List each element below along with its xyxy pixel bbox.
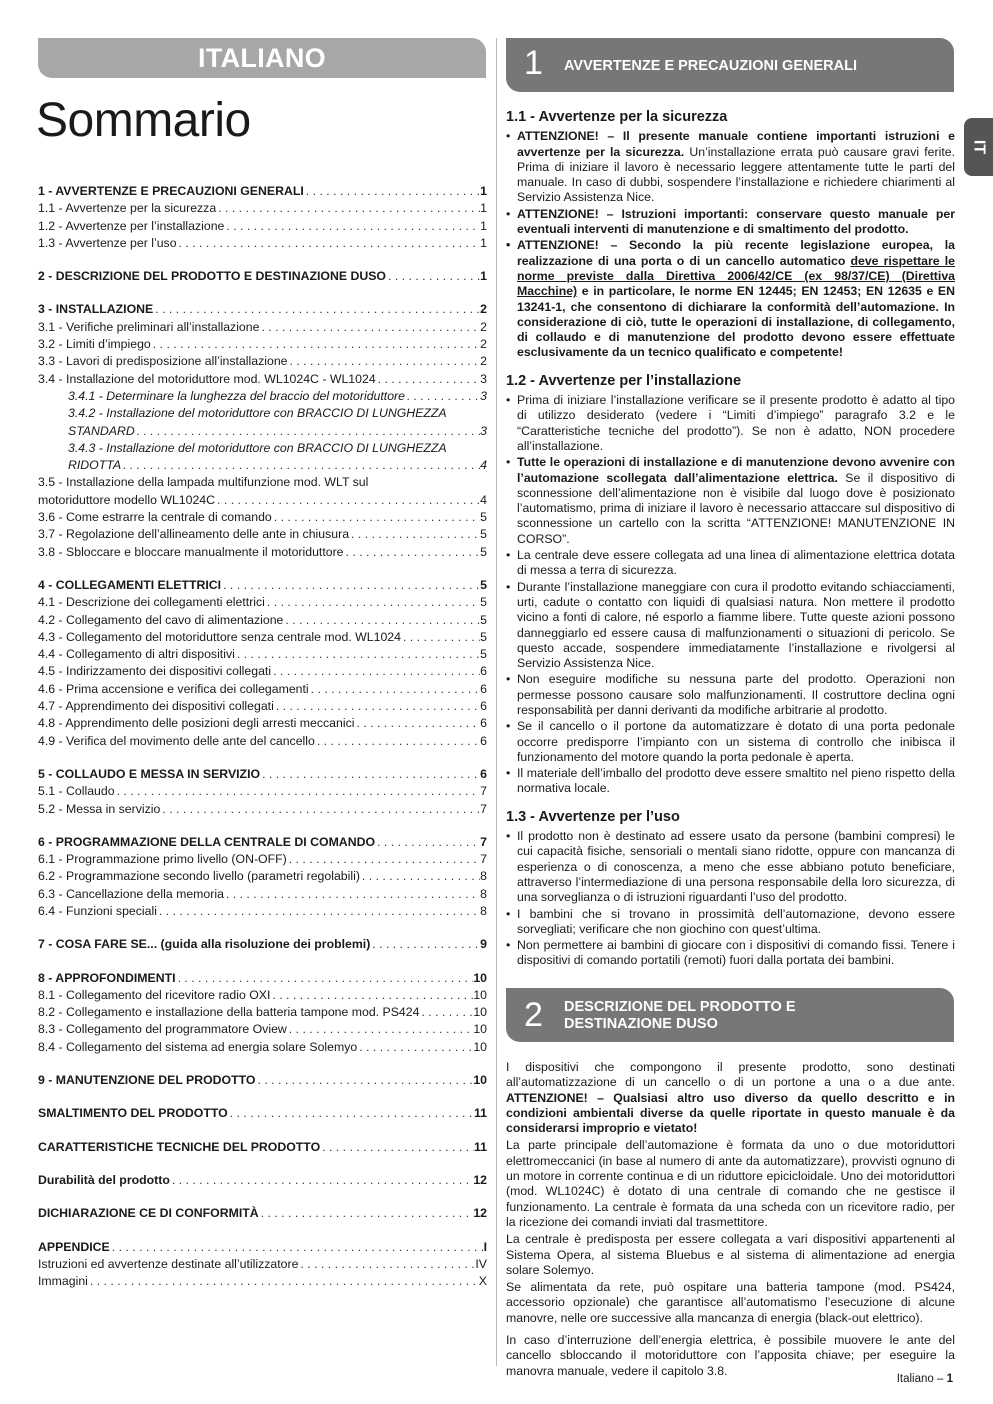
page-footer: Italiano – 1 bbox=[896, 1373, 953, 1385]
toc-entry[interactable]: 3.2 - Limiti d’impiego . . . 2 bbox=[38, 336, 487, 353]
toc-page-number: X bbox=[478, 1274, 487, 1289]
toc-page-number: 7 bbox=[480, 834, 487, 849]
toc-entry[interactable]: 4.7 - Apprendimento dei dispositivi collegati . . . 6 bbox=[38, 698, 487, 715]
toc-page-number: 1 bbox=[480, 235, 487, 250]
toc-page-number: 9 bbox=[480, 937, 487, 952]
toc-page-number: 10 bbox=[473, 1073, 487, 1088]
subsection-1-1-title: 1.1 - Avvertenze per la sicurezza bbox=[506, 109, 728, 125]
language-banner: ITALIANO bbox=[38, 38, 486, 78]
section-2-header bbox=[506, 988, 954, 1042]
section-title: AVVERTENZE E PRECAUZIONI GENERALI bbox=[564, 58, 857, 74]
toc-entry[interactable]: 4.8 - Apprendimento delle posizioni degli arresti meccanici . . . 6 bbox=[38, 715, 487, 732]
toc-entry[interactable]: 2 - DESCRIZIONE DEL PRODOTTO E DESTINAZIONE DUSO . . . 1 bbox=[38, 268, 487, 285]
toc-entry[interactable]: 1.3 - Avvertenze per l’uso . . . 1 bbox=[38, 235, 487, 252]
toc-entry[interactable]: CARATTERISTICHE TECNICHE DEL PRODOTTO . . . 11 bbox=[38, 1139, 487, 1156]
toc-entry[interactable]: 4.5 - Indirizzamento dei dispositivi collegati . . . 6 bbox=[38, 663, 487, 680]
toc-entry[interactable]: 6.2 - Programmazione secondo livello (parametri regolabili) . . . 8 bbox=[38, 868, 487, 885]
section-title-line-2: DESTINAZIONE DUSO bbox=[564, 1016, 718, 1032]
toc-entry[interactable]: Immagini . . . X bbox=[38, 1273, 487, 1290]
list-item: • ATTENZIONE! – Secondo la più recente legislazione europea, la realizzazione di una porta o di un cancello automatico deve rispettare le norme previste dalla Direttiva 2006/42/CE (ex 98/37/CE) (Direttiva Macchine) e in particolare, le norme EN 12445; EN 12453; EN 12635 e EN 13241-1, che consentono di dichiarare la conformità dell’automazione. In considerazione di ciò, tutte le operazioni di installazione, di collegamento, di collaudo e di manutenzione del prodotto devono essere effettuate esclusivamente da un tecnico qualificato e competente! bbox=[506, 238, 955, 360]
toc-page-number: 6 bbox=[480, 681, 487, 696]
toc-page-number: I bbox=[483, 1239, 487, 1254]
toc-page-number: 1 bbox=[480, 201, 487, 216]
toc-entry[interactable]: 3 - INSTALLAZIONE . . . 2 bbox=[38, 301, 487, 318]
toc-entry[interactable]: 4.2 - Collegamento del cavo di alimentazione . . . 5 bbox=[38, 612, 487, 629]
toc-entry[interactable]: 4.4 - Collegamento di altri dispositivi . . . 5 bbox=[38, 646, 487, 663]
toc-entry[interactable]: 3.4.2 - Installazione del motoriduttore con BRACCIO DI LUNGHEZZA bbox=[68, 406, 447, 421]
toc-entry[interactable]: 4.3 - Collegamento del motoriduttore senza centrale mod. WL1024 . . . 5 bbox=[38, 629, 487, 646]
section-title-line-1: DESCRIZIONE DEL PRODOTTO E bbox=[564, 999, 796, 1015]
list-item: • Non permettere ai bambini di giocare con i dispositivi di comando fissi. Tenere i dispositivi di comando portatili (remoti) fuori dalla portata dei bambini. bbox=[506, 938, 955, 969]
toc-page-number: 10 bbox=[473, 970, 487, 985]
paragraph: La centrale è predisposta per essere collegata a vari dispositivi appartenenti al Sistema Opera, al sistema Bluebus e al sistema di alimentazione ad energia solare Solemyo. bbox=[506, 1232, 955, 1277]
toc-page-number: 5 bbox=[480, 527, 487, 542]
toc-page-number: 2 bbox=[480, 302, 487, 317]
toc-entry[interactable]: 5.2 - Messa in servizio . . . 7 bbox=[38, 801, 487, 818]
toc-page-number: 5 bbox=[480, 629, 487, 644]
section-1-header bbox=[506, 38, 954, 92]
list-item: • Prima di iniziare l’installazione verificare se il presente prodotto è adatto al tipo di utilizzo desiderato (vedere i “Limiti d’impiego” paragrafo 3.2 e le “Caratteristiche tecniche del prodotto”). Se non è adatto, NON procedere all’installazione. bbox=[506, 393, 955, 454]
section-2-body bbox=[506, 1060, 955, 1381]
toc-entry[interactable]: 3.1 - Verifiche preliminari all’installazione . . . 2 bbox=[38, 319, 487, 336]
toc-page-number: 6 bbox=[480, 664, 487, 679]
toc-entry[interactable]: 4.6 - Prima accensione e verifica dei collegamenti . . . 6 bbox=[38, 681, 487, 698]
toc-page-number: 8 bbox=[480, 886, 487, 901]
toc-page-number: 2 bbox=[480, 319, 487, 334]
toc-entry[interactable]: 3.8 - Sbloccare e bloccare manualmente il motoriduttore . . . 5 bbox=[38, 544, 487, 561]
toc-page-number: 8 bbox=[480, 869, 487, 884]
toc-entry[interactable]: 4 - COLLEGAMENTI ELETTRICI . . . 5 bbox=[38, 577, 487, 594]
toc-page-number: 5 bbox=[480, 612, 487, 627]
list-item: • ATTENZIONE! – Il presente manuale contiene importanti istruzioni e avvertenze per la sicurezza. Un’installazione errata può causare gravi ferite. Prima di iniziare il lavoro è necessario leggere attentamente tutte le parti del manuale. In caso di dubbi, sospendere l’installazione e richiedere chiarimenti al Servizio Assistenza Nice. bbox=[506, 129, 955, 205]
list-item: • Non eseguire modifiche su nessuna parte del prodotto. Operazioni non permesse possono causare solo malfunzionamenti. Il costruttore declina ogni responsabilità per danni derivanti da modifiche arbitrarie al prodotto. bbox=[506, 672, 955, 718]
toc-page-number: 3 bbox=[480, 371, 487, 386]
toc-entry[interactable]: 3.6 - Come estrarre la centrale di comando . . . 5 bbox=[38, 509, 487, 526]
list-item: • ATTENZIONE! – Istruzioni importanti: conservare questo manuale per eventuali interventi di manutenzione e di smaltimento del prodotto. bbox=[506, 207, 955, 238]
toc-entry[interactable]: 4.9 - Verifica del movimento delle ante del cancello . . . 6 bbox=[38, 733, 487, 750]
toc-page-number: 1 bbox=[480, 218, 487, 233]
table-of-contents bbox=[38, 183, 487, 1290]
toc-entry[interactable]: SMALTIMENTO DEL PRODOTTO . . . 11 bbox=[38, 1105, 487, 1122]
list-item: • Durante l’installazione maneggiare con cura il prodotto evitando schiacciamenti, urti, cadute o contatto con liquidi di qualsiasi natura. Non mettere il prodotto vicino a fonti di calore, né esporlo a fiamme libere. Tutte queste azioni possono danneggiarlo ed essere causa di malfunzionamenti o situazioni di pericolo. Se questo accade, sospendere immediatamente l’installazione e rivolgersi al Servizio Assistenza Nice. bbox=[506, 580, 955, 672]
toc-entry[interactable]: 3.4.3 - Installazione del motoriduttore con BRACCIO DI LUNGHEZZA bbox=[68, 440, 447, 455]
list-item: • Se il cancello o il portone da automatizzare è dotato di una porta pedonale occorre predisporre l’impianto con un sistema di controllo che inibisca il funzionamento del motore quando la porta pedonale è aperta. bbox=[506, 719, 955, 765]
toc-page-number: 10 bbox=[473, 1022, 487, 1037]
toc-page-number: 5 bbox=[480, 595, 487, 610]
toc-page-number: 6 bbox=[480, 733, 487, 748]
toc-page-number: 5 bbox=[480, 577, 487, 592]
toc-page-number: 1 bbox=[480, 184, 487, 198]
toc-entry[interactable]: Istruzioni ed avvertenze destinate all’utilizzatore . . . IV bbox=[38, 1256, 487, 1273]
page-number: 1 bbox=[946, 1373, 953, 1385]
toc-entry[interactable]: Durabilità del prodotto . . . 12 bbox=[38, 1172, 487, 1189]
toc-entry[interactable]: 3.5 - Installazione della lampada multifunzione mod. WLT sul bbox=[38, 475, 369, 490]
toc-entry[interactable]: 1.1 - Avvertenze per la sicurezza . . . 1 bbox=[38, 200, 487, 217]
toc-entry[interactable]: 7 - COSA FARE SE... (guida alla risoluzione dei problemi) . . . 9 bbox=[38, 936, 487, 953]
toc-entry[interactable]: 5 - COLLAUDO E MESSA IN SERVIZIO . . . 6 bbox=[38, 766, 487, 783]
toc-entry[interactable]: 6.4 - Funzioni speciali . . . 8 bbox=[38, 903, 487, 920]
column-divider bbox=[496, 38, 497, 1366]
toc-entry[interactable]: 3.4.1 - Determinare la lunghezza del braccio del motoriduttore . . . 3 bbox=[38, 388, 487, 405]
toc-entry[interactable]: 6.1 - Programmazione primo livello (ON-OFF) . . . 7 bbox=[38, 851, 487, 868]
page-title: Sommario bbox=[36, 94, 251, 147]
toc-page-number: 1 bbox=[480, 269, 487, 284]
toc-entry[interactable]: RIDOTTA . . . 4 bbox=[38, 457, 487, 474]
toc-page-number: 10 bbox=[473, 1039, 487, 1054]
toc-entry[interactable]: 6 - PROGRAMMAZIONE DELLA CENTRALE DI COMANDO . . . 7 bbox=[38, 834, 487, 851]
toc-page-number: 7 bbox=[480, 852, 487, 867]
toc-page-number: 6 bbox=[480, 716, 487, 731]
toc-page-number: 6 bbox=[480, 766, 487, 781]
toc-entry[interactable]: 8.4 - Collegamento del sistema ad energia solare Solemyo . . . 10 bbox=[38, 1039, 487, 1056]
toc-page-number: IV bbox=[475, 1256, 487, 1271]
toc-entry[interactable]: 8.2 - Collegamento e installazione della batteria tampone mod. PS424 . . . 10 bbox=[38, 1004, 487, 1021]
toc-page-number: 10 bbox=[473, 1005, 487, 1020]
toc-page-number: 4 bbox=[480, 458, 487, 473]
toc-page-number: 3 bbox=[480, 388, 487, 403]
list-item: • Il prodotto non è destinato ad essere usato da persone (bambini compresi) le cui capacità fisiche, sensoriali o mentali siano ridotte, oppure con mancanza di esperienza o di conoscenza, a meno che esse abbiano potuto beneficiare, attraverso l’intermediazione di una persona responsabile della loro sicurezza, di una sorveglianza o di istruzioni riguardanti l’uso del prodotto. bbox=[506, 829, 955, 905]
paragraph: I dispositivi che compongono il presente prodotto, sono destinati all’automatizzazione di un cancello o di un portone a una o a due ante. ATTENZIONE! – Qualsiasi altro uso diverso da quello descritto e in condizioni ambientali diverse da quelle riportate in questo manuale è da considerarsi improprio e vietato! bbox=[506, 1060, 955, 1136]
toc-entry[interactable]: 1 - AVVERTENZE E PRECAUZIONI GENERALI . . . 1 bbox=[38, 183, 487, 200]
toc-entry[interactable]: 8 - APPROFONDIMENTI . . . 10 bbox=[38, 970, 487, 987]
toc-page-number: 11 bbox=[474, 1106, 487, 1121]
toc-entry[interactable]: 3.7 - Regolazione dell’allineamento delle ante in chiusura . . . 5 bbox=[38, 526, 487, 543]
toc-page-number: 4 bbox=[480, 492, 487, 507]
list-item: • I bambini che si trovano in prossimità dell’automazione, devono essere sorvegliati; verificare che non giochino con quest’ultima. bbox=[506, 907, 955, 938]
toc-entry[interactable]: 9 - MANUTENZIONE DEL PRODOTTO . . . 10 bbox=[38, 1072, 487, 1089]
list-item: • Tutte le operazioni di installazione e di manutenzione devono avvenire con l’automazione scollegata dall’alimentazione elettrica. Se il dispositivo di sconnessione dell’alimentazione non è visibile dal luogo dove è posizionato l’automatismo, prima di iniziare il lavoro è necessario attaccare sul dispositivo di sconnessione un cartello con la scritta “ATTENZIONE! MANUTENZIONE IN CORSO”. bbox=[506, 455, 955, 547]
toc-entry[interactable]: STANDARD . . . 3 bbox=[38, 423, 487, 440]
paragraph: In caso d’interruzione dell’energia elettrica, è possibile muovere le ante del cancello sbloccando il motoriduttore con l’apposita chiave; per eseguire la manovra manuale, vedere il capitolo 3.8. bbox=[506, 1333, 955, 1378]
toc-page-number: 7 bbox=[480, 784, 487, 799]
subsection-1-2-title: 1.2 - Avvertenze per l’installazione bbox=[506, 372, 742, 389]
toc-page-number: 12 bbox=[473, 1172, 487, 1187]
toc-page-number: 10 bbox=[473, 987, 487, 1002]
toc-page-number: 3 bbox=[480, 423, 487, 438]
toc-entry[interactable]: 6.3 - Cancellazione della memoria . . . 8 bbox=[38, 886, 487, 903]
subsection-1-3-title: 1.3 - Avvertenze per l’uso bbox=[506, 808, 680, 825]
toc-page-number: 12 bbox=[473, 1206, 487, 1221]
toc-entry[interactable]: 1.2 - Avvertenze per l’installazione . . . 1 bbox=[38, 218, 487, 235]
toc-entry[interactable]: 8.1 - Collegamento del ricevitore radio OXI . . . 10 bbox=[38, 987, 487, 1004]
toc-entry[interactable]: 5.1 - Collaudo . . . 7 bbox=[38, 783, 487, 800]
toc-entry[interactable]: 3.4 - Installazione del motoriduttore mod. WL1024C - WL1024 . . . 3 bbox=[38, 371, 487, 388]
list-item: • Il materiale dell’imballo del prodotto deve essere smaltito nel pieno rispetto della normativa locale. bbox=[506, 766, 955, 797]
toc-entry[interactable]: APPENDICE . . . I bbox=[38, 1239, 487, 1256]
toc-entry[interactable]: 8.3 - Collegamento del programmatore Oview . . . 10 bbox=[38, 1021, 487, 1038]
toc-page-number: 5 bbox=[480, 647, 487, 662]
toc-page-number: 5 bbox=[480, 510, 487, 525]
toc-entry[interactable]: 4.1 - Descrizione dei collegamenti elettrici . . . 5 bbox=[38, 594, 487, 611]
toc-entry[interactable]: 3.3 - Lavori di predisposizione all’installazione . . . 2 bbox=[38, 353, 487, 370]
toc-entry[interactable]: DICHIARAZIONE CE DI CONFORMITÀ . . . 12 bbox=[38, 1205, 487, 1222]
toc-page-number: 8 bbox=[480, 903, 487, 918]
toc-page-number: 6 bbox=[480, 699, 487, 714]
list-item: • La centrale deve essere collegata ad una linea di alimentazione elettrica dotata di messa a terra di sicurezza. bbox=[506, 548, 955, 579]
language-tab: IT bbox=[964, 118, 993, 176]
section-number: 2 bbox=[524, 996, 543, 1034]
toc-page-number: 2 bbox=[480, 354, 487, 369]
toc-page-number: 11 bbox=[474, 1139, 487, 1154]
toc-entry[interactable]: motoriduttore modello WL1024C . . . 4 bbox=[38, 492, 487, 509]
paragraph: Se alimentata da rete, può ospitare una batteria tampone (mod. PS424, accessorio opzionale) che garantisce all’automatismo l’esecuzione di alcune manovre, nelle ore successive alla mancanza di energia (black-out elettrico). bbox=[506, 1280, 955, 1325]
toc-page-number: 5 bbox=[480, 544, 487, 559]
section-number: 1 bbox=[524, 44, 543, 82]
toc-page-number: 7 bbox=[480, 801, 487, 816]
section-1-body bbox=[506, 110, 955, 970]
paragraph: La parte principale dell’automazione è formata da uno o due motoriduttori elettromeccanici (in base al numero di ante da automatizzare), provvisti ognuno di un motore in corrente continua e di un riduttore epicicloidale. Uno dei motoriduttori (mod. WL1024C) è dotato di una centrale di comando che ne gestisce il funzionamento. La centrale è formata da una scheda con un ricevitore radio, per la ricezione dei comandi inviati dal trasmettitore. bbox=[506, 1138, 955, 1229]
toc-page-number: 2 bbox=[480, 337, 487, 352]
